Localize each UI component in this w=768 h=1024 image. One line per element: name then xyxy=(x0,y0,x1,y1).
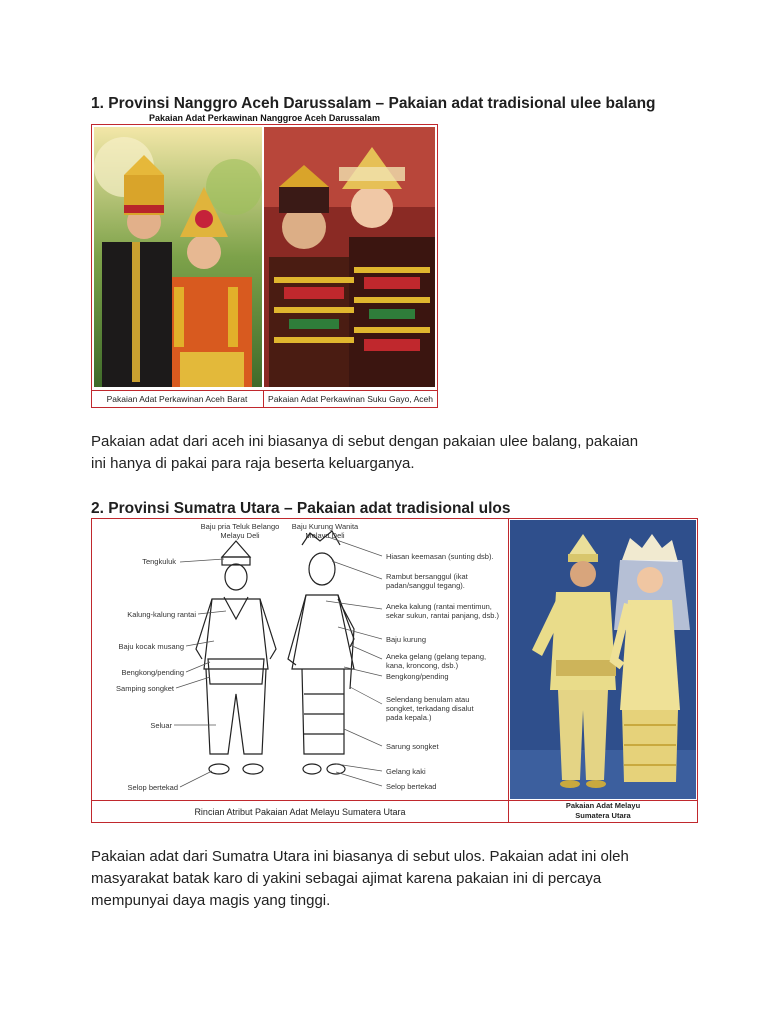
paragraph-line: masyarakat batak karo di yakini sebagai ajimat karena pakaian ini di percaya xyxy=(91,870,602,887)
caption-suku-gayo: Pakaian Adat Perkawinan Suku Gayo, Aceh xyxy=(268,394,433,404)
attire-diagram xyxy=(92,519,508,800)
label-baju-kurung: Baju kurung xyxy=(386,635,427,644)
paragraph-line: mempunyai daya magis yang tinggi. xyxy=(91,892,331,909)
paragraph-line: Pakaian adat dari aceh ini biasanya di sebut dengan pakaian ulee balang, pakaian xyxy=(91,433,639,450)
figure-1-frame xyxy=(91,124,438,408)
label-seluar: Seluar xyxy=(150,721,172,730)
caption-melayu-sumatera-utara: Pakaian Adat Melayu Sumatera Utara xyxy=(565,801,641,820)
section-2-paragraph xyxy=(91,846,711,912)
label-bengkong-pending-right: Bengkong/pending xyxy=(386,672,449,681)
suku-gayo-couple-photo xyxy=(264,127,435,387)
label-selendang: Selendang benulam atau songket, terkadang disalut pada kepala.) xyxy=(386,695,474,722)
female-title: Baju Kurung Wanita Melayu Deli xyxy=(291,522,359,540)
label-sarung-songket: Sarung songket xyxy=(386,742,439,751)
caption-rincian-atribut: Rincian Atribut Pakaian Adat Melayu Sumatera Utara xyxy=(194,807,406,817)
paragraph-line: Pakaian adat dari Sumatra Utara ini biasanya di sebut ulos. Pakaian adat ini oleh xyxy=(91,848,629,865)
label-selop-bertekad-left: Selop bertekad xyxy=(127,783,178,792)
section-1-heading: 1. Provinsi Nanggro Aceh Darussalam – Pakaian adat tradisional ulee balang xyxy=(91,95,656,112)
aceh-wedding-figure xyxy=(91,112,438,408)
melayu-deli-figure xyxy=(91,518,698,823)
label-kalung-kalung-rantai: Kalung-kalung rantai xyxy=(127,610,196,619)
male-title: Baju pria Teluk Belango Melayu Deli xyxy=(200,522,280,540)
label-aneka-gelang: Aneka gelang (gelang tepang, kana, kroncong, dsb.) xyxy=(386,652,487,670)
label-samping-songket: Samping songket xyxy=(116,684,174,693)
section-2-heading: 2. Provinsi Sumatra Utara – Pakaian adat tradisional ulos xyxy=(91,500,511,517)
label-baju-kocak-musang: Baju kocak musang xyxy=(118,642,184,651)
label-gelang-kaki: Gelang kaki xyxy=(386,767,426,776)
label-selop-bertekad-right: Selop bertekad xyxy=(386,782,437,791)
label-aneka-kalung: Aneka kalung (rantai mentimun, sekar sukun, rantai panjang, dsb.) xyxy=(386,602,499,620)
label-hiasan-keemasan: Hiasan keemasan (sunting dsb). xyxy=(386,552,494,561)
label-rambut-bersanggul: Rambut bersanggul (ikat padan/sanggul tegang). xyxy=(386,572,468,590)
caption-aceh-barat: Pakaian Adat Perkawinan Aceh Barat xyxy=(106,394,248,404)
label-bengkong-pending-left: Bengkong/pending xyxy=(121,668,184,677)
label-tengkuluk: Tengkuluk xyxy=(142,557,176,566)
paragraph-line: ini hanya di pakai para raja beserta keluarganya. xyxy=(91,455,415,472)
melayu-couple-photo xyxy=(510,520,696,799)
figure-1-title: Pakaian Adat Perkawinan Nanggroe Aceh Darussalam xyxy=(149,113,380,123)
aceh-barat-couple-photo xyxy=(94,127,262,387)
section-1-paragraph xyxy=(91,431,711,475)
